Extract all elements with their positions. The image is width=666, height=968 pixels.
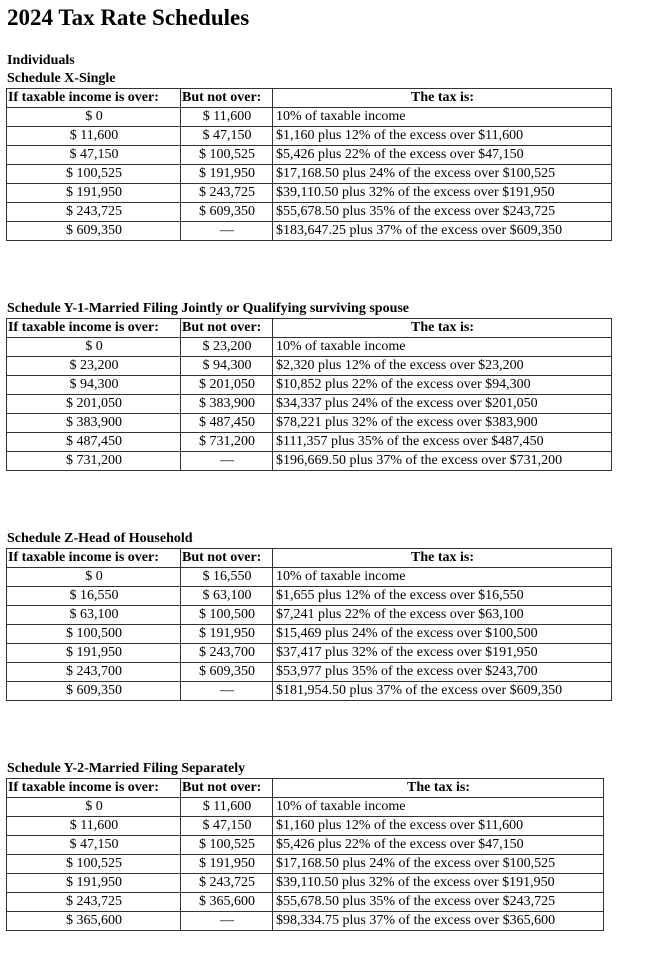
table-row: [7, 568, 612, 587]
cell-tax: $15,469 plus 24% of the excess over $100,500: [273, 625, 612, 644]
cell-over: $ 100,525: [7, 165, 181, 184]
table-row: [7, 625, 612, 644]
cell-tax: $5,426 plus 22% of the excess over $47,150: [273, 146, 612, 165]
cell-over: $ 0: [7, 338, 181, 357]
cell-not-over: $ 11,600: [181, 798, 273, 817]
cell-not-over: $ 100,525: [181, 836, 273, 855]
cell-over: $ 47,150: [7, 146, 181, 165]
column-header-tax: The tax is:: [273, 549, 612, 568]
cell-not-over: $ 731,200: [181, 433, 273, 452]
table-row: [7, 798, 604, 817]
table-row: [7, 146, 612, 165]
cell-tax: $17,168.50 plus 24% of the excess over $100,525: [273, 165, 612, 184]
table-row: [7, 912, 604, 931]
table-row: [7, 395, 612, 414]
table-row: [7, 682, 612, 701]
cell-over: $ 731,200: [7, 452, 181, 471]
cell-over: $ 609,350: [7, 682, 181, 701]
table-row: [7, 203, 612, 222]
table-row: [7, 376, 612, 395]
schedule-z-title: Schedule Z-Head of Household: [7, 531, 193, 546]
cell-not-over: $ 487,450: [181, 414, 273, 433]
table-row: [7, 836, 604, 855]
table-header-row: [7, 779, 604, 798]
table-row: [7, 606, 612, 625]
column-header-not-over: But not over:: [181, 549, 273, 568]
cell-not-over: $ 383,900: [181, 395, 273, 414]
table-header-row: [7, 549, 612, 568]
cell-tax: $10,852 plus 22% of the excess over $94,300: [273, 376, 612, 395]
cell-not-over: $ 94,300: [181, 357, 273, 376]
cell-not-over: $ 243,725: [181, 184, 273, 203]
cell-tax: $181,954.50 plus 37% of the excess over $609,350: [273, 682, 612, 701]
schedule-z-table: [6, 548, 612, 701]
cell-over: $ 16,550: [7, 587, 181, 606]
table-row: [7, 817, 604, 836]
column-header-tax: The tax is:: [273, 779, 604, 798]
cell-tax: 10% of taxable income: [273, 798, 604, 817]
cell-tax: $34,337 plus 24% of the excess over $201,050: [273, 395, 612, 414]
cell-tax: $39,110.50 plus 32% of the excess over $191,950: [273, 874, 604, 893]
cell-tax: $17,168.50 plus 24% of the excess over $100,525: [273, 855, 604, 874]
cell-tax: $39,110.50 plus 32% of the excess over $191,950: [273, 184, 612, 203]
cell-not-over: $ 243,725: [181, 874, 273, 893]
cell-tax: $196,669.50 plus 37% of the excess over $731,200: [273, 452, 612, 471]
cell-over: $ 0: [7, 568, 181, 587]
table-row: [7, 893, 604, 912]
column-header-tax: The tax is:: [273, 319, 612, 338]
cell-tax: $55,678.50 plus 35% of the excess over $243,725: [273, 893, 604, 912]
column-header-over: If taxable income is over:: [7, 779, 181, 798]
column-header-over: If taxable income is over:: [7, 89, 181, 108]
table-row: [7, 855, 604, 874]
cell-tax: 10% of taxable income: [273, 338, 612, 357]
cell-not-over: $ 191,950: [181, 855, 273, 874]
cell-not-over: $ 16,550: [181, 568, 273, 587]
cell-over: $ 0: [7, 108, 181, 127]
cell-over: $ 383,900: [7, 414, 181, 433]
cell-not-over: $ 201,050: [181, 376, 273, 395]
column-header-over: If taxable income is over:: [7, 549, 181, 568]
cell-tax: $1,160 plus 12% of the excess over $11,600: [273, 817, 604, 836]
table-row: [7, 338, 612, 357]
cell-tax: $37,417 plus 32% of the excess over $191,950: [273, 644, 612, 663]
cell-over: $ 365,600: [7, 912, 181, 931]
table-row: [7, 452, 612, 471]
table-header-row: [7, 319, 612, 338]
table-row: [7, 222, 612, 241]
cell-not-over: $ 11,600: [181, 108, 273, 127]
cell-not-over: $ 191,950: [181, 165, 273, 184]
table-body: [7, 798, 604, 931]
cell-over: $ 609,350: [7, 222, 181, 241]
cell-over: $ 243,725: [7, 203, 181, 222]
cell-over: $ 11,600: [7, 127, 181, 146]
table-row: [7, 433, 612, 452]
column-header-not-over: But not over:: [181, 89, 273, 108]
table-body: [7, 338, 612, 471]
table-row: [7, 587, 612, 606]
schedule-y2-table: [6, 778, 604, 931]
cell-not-over: $ 243,700: [181, 644, 273, 663]
cell-over: $ 243,700: [7, 663, 181, 682]
cell-over: $ 191,950: [7, 644, 181, 663]
table-row: [7, 874, 604, 893]
page-title: 2024 Tax Rate Schedules: [7, 5, 250, 30]
cell-not-over: —: [181, 222, 273, 241]
cell-tax: 10% of taxable income: [273, 108, 612, 127]
table-row: [7, 414, 612, 433]
cell-tax: $2,320 plus 12% of the excess over $23,200: [273, 357, 612, 376]
schedule-y2-title: Schedule Y-2-Married Filing Separately: [7, 761, 246, 776]
cell-tax: 10% of taxable income: [273, 568, 612, 587]
cell-not-over: $ 100,525: [181, 146, 273, 165]
cell-not-over: $ 47,150: [181, 817, 273, 836]
cell-not-over: $ 100,500: [181, 606, 273, 625]
cell-over: $ 94,300: [7, 376, 181, 395]
section-label-individuals: Individuals: [7, 53, 75, 68]
cell-over: $ 100,500: [7, 625, 181, 644]
cell-tax: $53,977 plus 35% of the excess over $243,700: [273, 663, 612, 682]
cell-over: $ 47,150: [7, 836, 181, 855]
table-row: [7, 663, 612, 682]
table-body: [7, 568, 612, 701]
cell-over: $ 191,950: [7, 184, 181, 203]
schedule-x-table: [6, 88, 612, 241]
table-header-row: [7, 89, 612, 108]
table-body: [7, 108, 612, 241]
cell-tax: $55,678.50 plus 35% of the excess over $243,725: [273, 203, 612, 222]
column-header-not-over: But not over:: [181, 319, 273, 338]
cell-tax: $1,160 plus 12% of the excess over $11,600: [273, 127, 612, 146]
cell-tax: $98,334.75 plus 37% of the excess over $365,600: [273, 912, 604, 931]
column-header-over: If taxable income is over:: [7, 319, 181, 338]
cell-tax: $111,357 plus 35% of the excess over $487,450: [273, 433, 612, 452]
cell-over: $ 487,450: [7, 433, 181, 452]
cell-not-over: $ 23,200: [181, 338, 273, 357]
cell-over: $ 11,600: [7, 817, 181, 836]
table-row: [7, 108, 612, 127]
cell-tax: $1,655 plus 12% of the excess over $16,550: [273, 587, 612, 606]
table-row: [7, 165, 612, 184]
cell-over: $ 243,725: [7, 893, 181, 912]
cell-over: $ 63,100: [7, 606, 181, 625]
cell-tax: $183,647.25 plus 37% of the excess over $609,350: [273, 222, 612, 241]
cell-over: $ 23,200: [7, 357, 181, 376]
cell-over: $ 100,525: [7, 855, 181, 874]
cell-not-over: —: [181, 912, 273, 931]
table-row: [7, 357, 612, 376]
cell-tax: $5,426 plus 22% of the excess over $47,150: [273, 836, 604, 855]
cell-over: $ 201,050: [7, 395, 181, 414]
cell-over: $ 191,950: [7, 874, 181, 893]
column-header-not-over: But not over:: [181, 779, 273, 798]
cell-not-over: $ 365,600: [181, 893, 273, 912]
cell-not-over: $ 609,350: [181, 663, 273, 682]
cell-tax: $7,241 plus 22% of the excess over $63,100: [273, 606, 612, 625]
cell-not-over: $ 63,100: [181, 587, 273, 606]
cell-not-over: —: [181, 452, 273, 471]
cell-over: $ 0: [7, 798, 181, 817]
table-row: [7, 127, 612, 146]
table-row: [7, 184, 612, 203]
cell-tax: $78,221 plus 32% of the excess over $383,900: [273, 414, 612, 433]
cell-not-over: $ 47,150: [181, 127, 273, 146]
schedule-y1-table: [6, 318, 612, 471]
table-row: [7, 644, 612, 663]
schedule-y1-title: Schedule Y-1-Married Filing Jointly or Qualifying surviving spouse: [7, 301, 410, 316]
cell-not-over: —: [181, 682, 273, 701]
schedule-x-title: Schedule X-Single: [7, 71, 116, 86]
cell-not-over: $ 609,350: [181, 203, 273, 222]
column-header-tax: The tax is:: [273, 89, 612, 108]
cell-not-over: $ 191,950: [181, 625, 273, 644]
